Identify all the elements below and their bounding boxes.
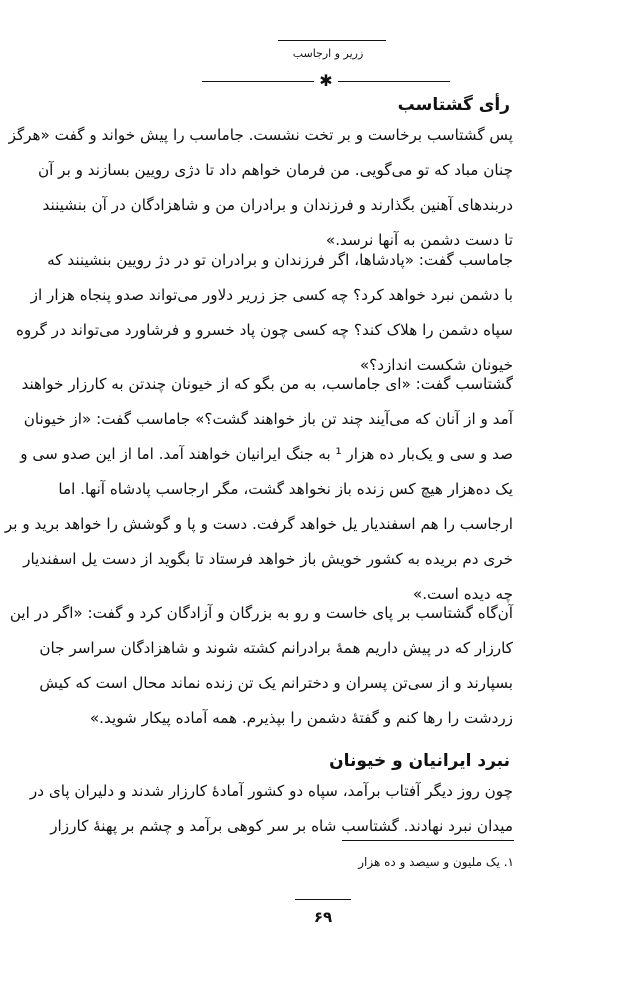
text-line: کارزار که در پیش داریم همهٔ برادرانم کشته شوند و شاهزادگان سراسر جان bbox=[39, 639, 513, 657]
text-line: زردشت را رها کنم و گفتهٔ دشمن را بپذیرم. همه آماده پیکار شوید.» bbox=[89, 709, 513, 727]
text-line: میدان نبرد نهادند. گشتاسب شاه بر سر کوهی برآمد و چشم بر پهنهٔ کارزار bbox=[50, 817, 513, 835]
section-heading-nabard: نبرد ایرانیان و خیونان bbox=[329, 751, 510, 771]
text-line: آن‌گاه گشتاسب بر پای خاست و رو به بزرگان و آزادگان کرد و گفت: «اگر در این bbox=[9, 604, 513, 622]
text-line: جاماسب گفت: «پادشاها، اگر فرزندان و برادران تو در دژ رویین بنشینند که bbox=[47, 251, 513, 269]
paragraph-1 bbox=[8, 118, 513, 258]
text-line: خری دم بریده به کشور خویش باز خواهد فرستاد تا بگوید از دست یل اسفندیار bbox=[23, 550, 513, 568]
page-number-rule bbox=[295, 899, 351, 900]
paragraph-4 bbox=[9, 596, 513, 736]
text-line: با دشمن نبرد خواهد کرد؟ چه کسی جز زریر دلاور می‌تواند صدو پنجاه هزار از bbox=[30, 286, 513, 304]
text-line: بسپارند و از سی‌تن پسران و دخترانم یک تن زنده نماند محال است که کیش bbox=[39, 674, 513, 692]
running-head: زریر و ارجاسب bbox=[292, 47, 364, 60]
text-line: صد و سی و یک‌بار ده هزار ¹ به جنگ ایرانیان خواهند آمد. اما از این صدو سی و bbox=[20, 445, 513, 463]
header-rule bbox=[278, 40, 386, 41]
paragraph-5 bbox=[29, 774, 513, 844]
page-number: ۶۹ bbox=[313, 908, 333, 926]
text-line: سپاه دشمن را هلاک کند؟ چه کسی چون پاد خسرو و فرشاورد می‌تواند در گروه bbox=[15, 321, 513, 339]
text-line: گشتاسب گفت: «ای جاماسب، به من بگو که از خیونان چندتن به کارزار خواهند bbox=[21, 375, 513, 393]
text-line: چنان مباد که تو می‌گویی. من فرمان خواهم داد تا دژی رویین بسازند و بر آن bbox=[37, 161, 513, 179]
paragraph-3 bbox=[4, 367, 513, 612]
text-line: چه دیده است.» bbox=[412, 585, 513, 603]
text-line: ارجاسب را هم اسفندیار یل خواهد گرفت. دست و پا و گوشش را خواهد برید و بر bbox=[4, 515, 513, 533]
text-line: دربندهای آهنین بگذارند و فرزندان و برادران من و شاهزادگان در آن بنشینند bbox=[42, 196, 513, 214]
ornament-rule-right bbox=[338, 81, 450, 82]
asterisk-icon: ✱ bbox=[319, 71, 333, 90]
text-line: پس گشتاسب برخاست و بر تخت نشست. جاماسب را پیش خواند و گفت «هرگز bbox=[8, 126, 513, 144]
section-heading-ray-goshtasb: رأی گشتاسب bbox=[397, 95, 510, 115]
ornament-rule-left bbox=[202, 81, 314, 82]
text-line: آمد و از آنان که می‌آیند چند تن باز خواهند گشت؟» جاماسب گفت: «از خیونان bbox=[23, 410, 513, 428]
text-line: خیونان شکست اندازد؟» bbox=[359, 356, 513, 374]
text-line: یک ده‌هزار هیچ کس زنده باز نخواهد گشت، مگر ارجاسب پادشاه آنها. اما bbox=[58, 480, 513, 498]
footnote-rule bbox=[342, 840, 514, 841]
text-line: تا دست دشمن به آنها نرسد.» bbox=[325, 231, 513, 249]
text-line: چون روز دیگر آفتاب برآمد، سپاه دو کشور آمادهٔ کارزار شدند و دلیران پای در bbox=[29, 782, 513, 800]
paragraph-2 bbox=[15, 243, 513, 383]
footnote: ۱. یک ملیون و سیصد و ده هزار bbox=[358, 855, 514, 869]
